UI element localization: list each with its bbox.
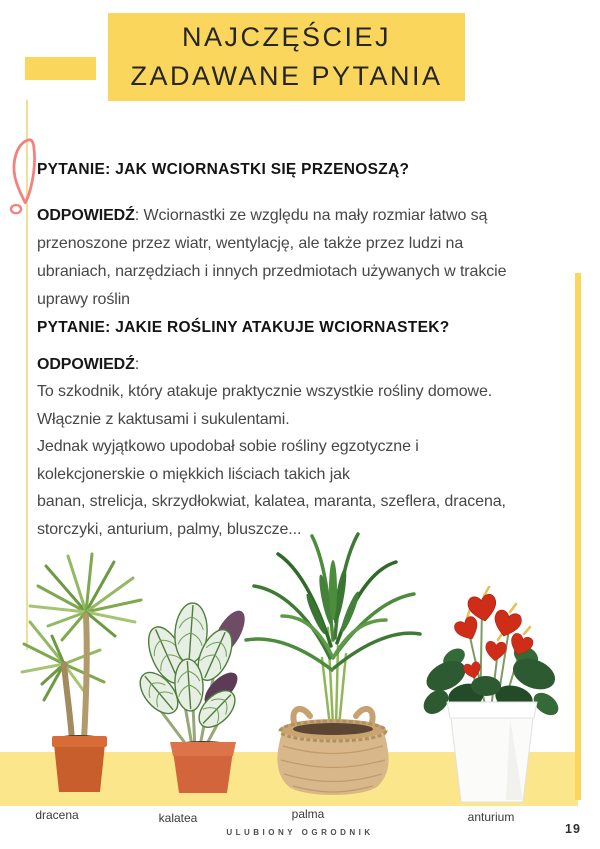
answer-2-label: ODPOWIEDŹ: [37,356,140,373]
right-accent-bar [575,273,581,800]
answer-1-label: ODPOWIEDŹ [37,207,135,224]
title-accent-rect [25,57,96,80]
answer-2-line: banan, strelicja, skrzydłokwiat, kalatea, maranta, szeflera, dracena, [37,493,506,510]
page-title-line1: NAJCZĘŚCIEJ [181,22,392,52]
palma-plant-image [238,528,423,804]
answer-1-line: ubraniach, narzędziach i innych przedmiotach używanych w trakcie [37,263,507,280]
answer-2-line: kolekcjonerskie o miękkich liściach takich jak [37,465,350,483]
plant-label-anturium: anturium [467,810,515,824]
footer-brand: ULUBIONY OGRODNIK [226,828,374,837]
answer-2 [37,378,506,543]
plant-label-kalatea: kalatea [158,811,198,825]
anturium-plant-image [410,578,575,806]
plant-label-palma: palma [291,807,325,821]
page-title [108,13,465,101]
page-title-line2: ZADAWANE PYTANIA [130,61,443,91]
answer-1-line: : Wciornastki ze względu na mały rozmiar łatwo są [134,207,488,224]
plant-label-dracena: dracena [35,808,79,822]
question-1: PYTANIE: JAK WCIORNASTKI SIĘ PRZENOSZĄ? [37,161,410,178]
question-2: PYTANIE: JAKIE ROŚLINY ATAKUJE WCIORNASTEK? [37,319,450,336]
answer-2-line: To szkodnik, który atakuje praktycznie wszystkie rośliny domowe. [37,383,493,400]
page-number: 19 [565,822,581,836]
answer-2-line: storczyki, anturium, palmy, bluszcze... [37,520,302,538]
palma-basket [277,709,388,795]
dracena-pot [52,735,107,792]
answer-1-line: uprawy roślin [37,291,130,308]
answer-1 [37,202,506,314]
anturium-pot [447,702,537,802]
answer-2-line: Włącznie z kaktusami i sukulentami. [37,410,290,428]
kalatea-pot [170,741,236,793]
answer-1-line: przenoszone przez wiatr, wentylację, ale także przez ludzi na [37,235,464,252]
answer-2-line: Jednak wyjątkowo upodobał sobie rośliny egzotyczne i [37,438,419,455]
